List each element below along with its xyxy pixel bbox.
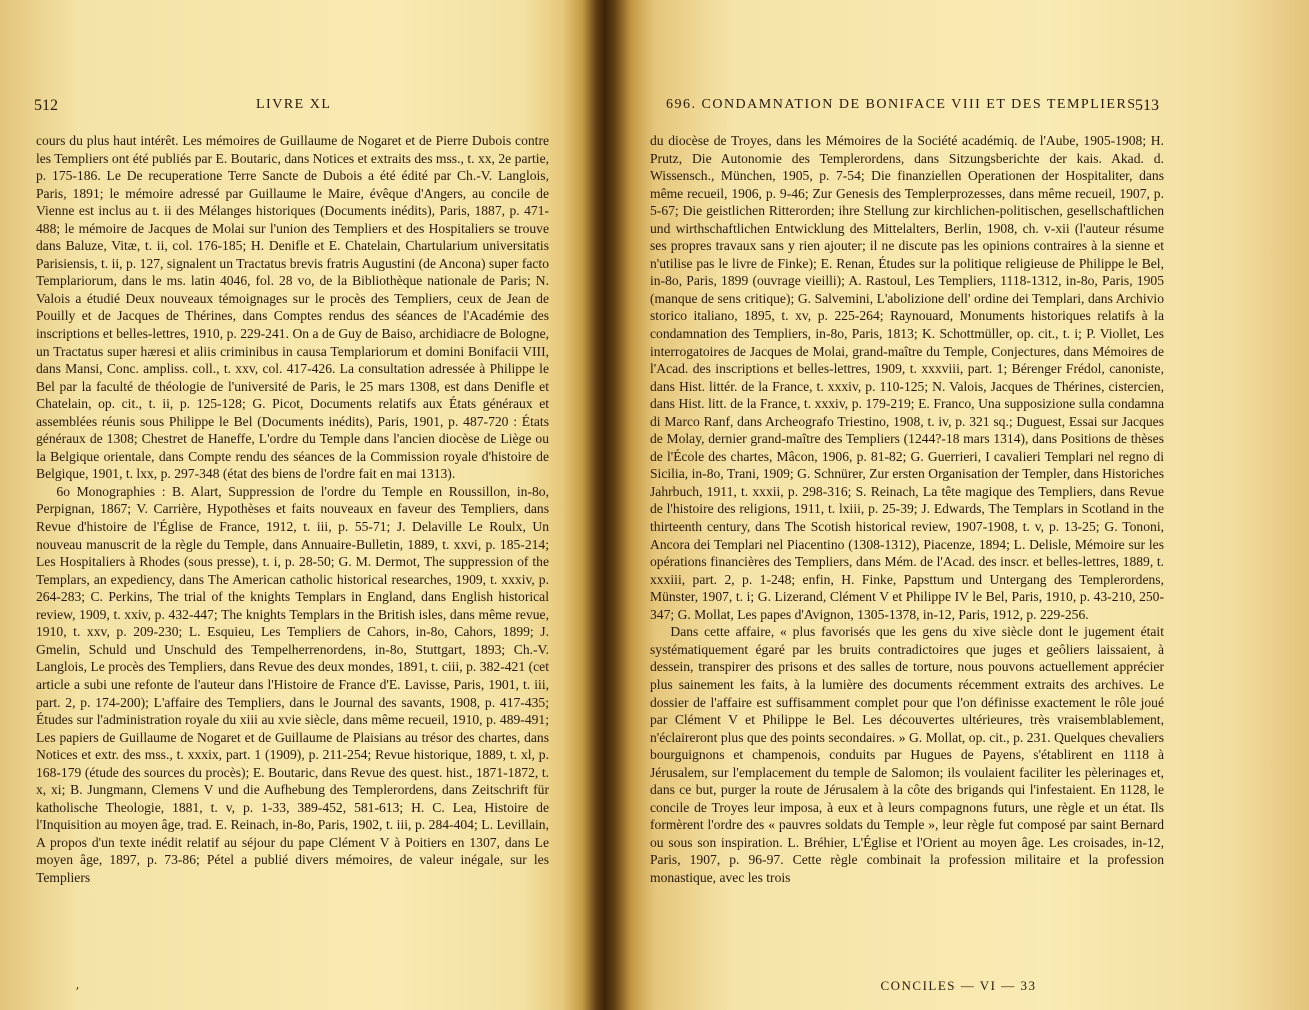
right-page-number: 513 — [1135, 97, 1159, 114]
left-running-head: LIVRE XL — [256, 97, 332, 112]
left-page — [0, 0, 595, 1010]
right-paragraph-1: du diocèse de Troyes, dans les Mémoires de la Société académiq. de l'Aube, 1905-1908; H. Prutz, Die Autonomie des Templerordens, dans Sitzungsberichte der kais. Akad. d. Wissensch., München, 1905, p. 7-54; Die finanziellen Operationen der Hospitaliter, dans même recueil, 1906, p. 9-46; Zur Genesis des Templerprozesses, dans même recueil, 1907, p. 5-67; Die geistlichen Ritterorden; ihre Stellung zur kirchlichen-politischen, gesellschaftlichen und wirthschaftlichen Entwicklung des Mittelalters, Berlin, 1908, ch. v-xii (l'auteur résume ses propres travaux sans y rien ajouter; il ne discute pas les opinions contraires à la sienne et n'utilise pas le livre de Finke); E. Renan, Études sur la politique religieuse de Philippe le Bel, in-8o, Paris, 1899 (ouvrage vieilli); A. Rastoul, Les Templiers, 1118-1312, in-8o, Paris, 1905 (manque de sens critique); G. Salvemini, L'abolizione dell' ordine dei Templari, dans Archivio storico italiano, 1895, t. xv, p. 225-264; Raynouard, Monuments historiques relatifs à la condamnation des Templiers, in-8o, Paris, 1813; K. Schottmüller, op. cit., t. i; P. Viollet, Les interrogatoires de Jacques de Molai, grand-maître du Temple, Conjectures, dans Mémoires de l'Acad. des inscriptions et belles-lettres, 1909, t. xxxviii, part. 1; Bérenger Frédol, canoniste, dans Hist. littér. de la France, t. xxxiv, p. 110-125; N. Valois, Jacques de Thérines, cistercien, dans Hist. litt. de la France, t. xxxiv, p. 179-219; E. Franco, Una supposizione sulla condamna di Marco Ranf, dans Archeografo Triestino, 1908, t. iv, p. 321 sq.; Duguest, Essai sur Jacques de Molay, dernier grand-maître des Templiers (1244?-18 mars 1314), dans Positions de thèses de l'École des chartes, Mâcon, 1906, p. 81-82; G. Guerrieri, I cavalieri Templari nel regno di Sicilia, in-8o, Trani, 1909; G. Schnürer, Zur ersten Organisation der Templer, dans Historiches Jahrbuch, 1911, t. xxxii, p. 298-316; S. Reinach, La tête magique des Templiers, dans Revue de l'histoire des religions, 1911, t. lxiii, p. 25-39; J. Edwards, The Templars in Scotland in the thirteenth century, dans The Scotish historical review, 1907-1908, t. v, p. 13-25; G. Tononi, Ancora dei Templari nel Piacentino (1308-1312), Piacenze, 1894; L. Delisle, Mémoire sur les opérations financières des Templiers, dans Mém. de l'Acad. des inscr. et belles-lettres, 1889, t. xxxiii, part. 2, p. 1-248; enfin, H. Finke, Papsttum und Untergang des Templerordens, Münster, 1907, t. i; G. Lizerand, Clément V et Philippe IV le Bel, Paris, 1910, p. 43-210, 250-347; G. Mollat, Les papes d'Avignon, 1305-1378, in-12, Paris, 1912, p. 229-256. — [650, 133, 1164, 622]
right-page-body — [650, 132, 1164, 887]
left-paragraph-1: cours du plus haut intérêt. Les mémoires de Guillaume de Nogaret et de Pierre Dubois contre les Templiers ont été publiés par E. Boutaric, dans Notices et extraits des mss., t. xx, 2e partie, p. 175-186. Le De recuperatione Terre Sancte de Dubois a été édité par Ch.-V. Langlois, Paris, 1891; le mémoire adressé par Guillaume le Maire, évêque d'Angers, au concile de Vienne est inclus au t. ii des Mélanges historiques (Documents inédits), Paris, 1887, p. 471-488; le mémoire de Jacques de Molai sur l'union des Templiers et des Hospitaliers se trouve dans Baluze, Vitæ, t. ii, col. 176-185; H. Denifle et E. Chatelain, Chartularium universitatis Parisiensis, t. ii, p. 127, signalent un Tractatus brevis fratris Augustini (de Ancona) super facto Templariorum, dans le ms. latin 4046, fol. 28 vo, de la Bibliothèque nationale de Paris; N. Valois a étudié Deux nouveaux témoignages sur le procès des Templiers, ceux de Jean de Pouilly et de Jacques de Thérines, dans Comptes rendus des séances de l'Académie des inscriptions et belles-lettres, 1910, p. 229-241. On a de Guy de Baiso, archidiacre de Bologne, un Tractatus super hæresi et aliis criminibus in causa Templariorum et domini Bonifacii VIII, dans Mansi, Conc. ampliss. coll., t. xxv, col. 417-426. La consultation adressée à Philippe le Bel par la faculté de théologie de l'université de Paris, le 25 mars 1308, est dans Denifle et Chatelain, op. cit., t. ii, p. 125-128; G. Picot, Documents relatifs aux États généraux et assemblées réunis sous Philippe le Bel (Documents inédits), Paris, 1901, p. 487-720 : États généraux de 1308; Chestret de Haneffe, L'ordre du Temple dans l'ancien diocèse de Liège ou la Belgique orientale, dans Compte rendu des séances de la Commission royale d'histoire de Belgique, 1901, t. lxx, p. 297-348 (état des biens de l'ordre fait en mai 1313). — [36, 133, 549, 482]
left-page-number: 512 — [34, 97, 58, 114]
right-page — [608, 0, 1309, 1010]
signature-footer: CONCILES — VI — 33 — [880, 978, 1037, 993]
left-page-body — [36, 132, 549, 887]
left-paragraph-2: 6o Monographies : B. Alart, Suppression de l'ordre du Temple en Roussillon, in-8o, Perpignan, 1867; V. Carrière, Hypothèses et faits nouveaux en faveur des Templiers, dans Revue d'histoire de l'Église de France, 1912, t. iii, p. 55-71; J. Delaville Le Roulx, Un nouveau manuscrit de la règle du Temple, dans Annuaire-Bulletin, 1889, t. xxvi, p. 185-214; Les Hospitaliers à Rhodes (sous presse), t. i, p. 28-50; G. M. Dermot, The suppression of the Templars, an expediency, dans The American catholic historical researches, 1909, t. xxxiv, p. 264-283; C. Perkins, The trial of the knights Templars in England, dans English historical review, 1909, t. xxiv, p. 432-447; The knights Templars in the British isles, dans même revue, 1910, t. xxv, p. 209-230; L. Esquieu, Les Templiers de Cahors, in-8o, Cahors, 1899; J. Gmelin, Schuld und Unschuld des Tempelherrenordens, in-8o, Stuttgart, 1893; Ch.-V. Langlois, Le procès des Templiers, dans Revue des deux mondes, 1891, t. ciii, p. 382-421 (cet article a subi une refonte de l'auteur dans l'Histoire de France d'E. Lavisse, Paris, 1901, t. iii, part. 2, p. 174-200); L'affaire des Templiers, dans le Journal des savants, 1908, p. 417-435; Études sur l'administration royale du xiii au xvie siècle, dans même recueil, 1910, p. 489-491; Les papiers de Guillaume de Nogaret et de Guillaume de Plaisians au trésor des chartes, dans Notices et extr. des mss., t. xxxix, part. 1 (1909), p. 211-254; Revue historique, 1889, t. xl, p. 168-179 (étude des sources du procès); E. Boutaric, dans Revue des quest. hist., 1871-1872, t. x, xi; B. Jungmann, Clemens V und die Aufhebung des Templerordens, dans Zeitschrift für katholische Theologie, 1881, t. v, p. 1-33, 389-452, 581-613; H. C. Lea, Histoire de l'Inquisition au moyen âge, trad. E. Reinach, in-8o, Paris, 1902, t. iii, p. 284-404; L. Levillain, A propos d'un texte inédit relatif au séjour du pape Clément V à Poitiers en 1307, dans Le moyen âge, 1897, p. 73-86; Pétel a publié divers mémoires, de valeur inégale, sur les Templiers — [36, 483, 549, 885]
right-paragraph-2: Dans cette affaire, « plus favorisés que les gens du xive siècle dont le jugement était systématiquement égaré par les bruits contradictoires que juges et geôliers laissaient, à dessein, transpirer des prisons et des salles de torture, nous pouvons actuellement apprécier plus sainement les faits, à la lumière des documents récemment extraits des archives. Le dossier de l'affaire est suffisamment complet pour que l'on définisse exactement le rôle joué par Clément V et Philippe le Bel. Les découvertes ultérieures, très vraisemblablement, n'éclaireront plus que des points secondaires. » G. Mollat, op. cit., p. 231. Quelques chevaliers bourguignons et champenois, conduits par Hugues de Payens, s'établirent en 1118 à Jérusalem, sur l'emplacement du temple de Salomon; ils voulaient faciliter les pèlerinages et, dans ce but, purger la route de Jérusalem à la côte des brigands qui l'infestaient. En 1128, le concile de Troyes leur imposa, à eux et à leurs compagnons futurs, une règle et un état. Ils formèrent l'ordre des « pauvres soldats du Temple », leur règle fut composé par saint Bernard ou sous son inspiration. L. Bréhier, L'Église et l'Orient au moyen âge. Les croisades, in-12, Paris, 1907, p. 96-97. Cette règle combinait la profession militaire et la profession monastique, avec les trois — [650, 624, 1164, 885]
right-running-head: 696. CONDAMNATION DE BONIFACE VIII ET DES TEMPLIERS — [666, 97, 1137, 112]
margin-mark: ʼ — [75, 985, 79, 999]
